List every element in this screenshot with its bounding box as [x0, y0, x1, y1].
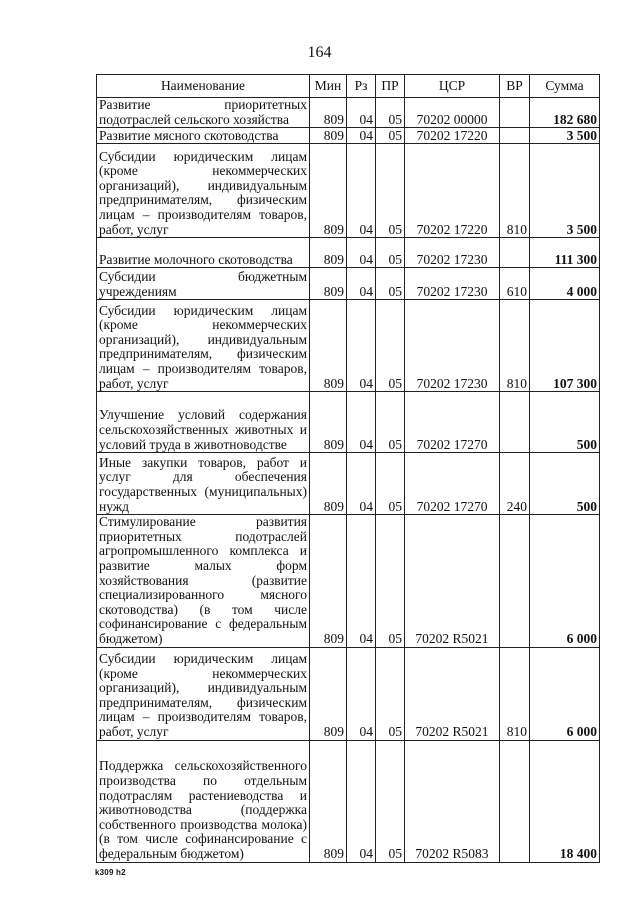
row-pr: 05 [376, 300, 405, 392]
row-sum: 500 [530, 392, 600, 453]
header-min: Мин [310, 75, 347, 98]
row-vr: 810 [500, 144, 530, 238]
header-pr: ПР [376, 75, 405, 98]
row-sum: 500 [530, 453, 600, 515]
row-pr: 05 [376, 128, 405, 144]
table-row [97, 647, 600, 740]
row-min: 809 [310, 238, 347, 268]
row-csr: 70202 R5083 [405, 740, 500, 862]
row-vr [500, 740, 530, 862]
row-vr [500, 98, 530, 128]
row-min: 809 [310, 740, 347, 862]
row-csr: 70202 R5021 [405, 647, 500, 740]
row-sum: 4 000 [530, 268, 600, 300]
row-name: Субсидии юридическим лицам (кроме некоммерческих организаций), индивидуальным предпринимателям, физическим лицам – производителям товаров, работ, услуг [97, 300, 310, 392]
row-vr [500, 392, 530, 453]
table-row [97, 128, 600, 144]
row-vr [500, 515, 530, 647]
row-sum: 111 300 [530, 238, 600, 268]
row-min: 809 [310, 144, 347, 238]
document-code: k309 h2 [95, 868, 126, 877]
row-vr [500, 238, 530, 268]
table-row [97, 740, 600, 862]
row-name: Развитие приоритетных подотраслей сельского хозяйства [97, 98, 310, 128]
row-sum: 107 300 [530, 300, 600, 392]
row-csr: 70202 17230 [405, 268, 500, 300]
row-csr: 70202 17270 [405, 453, 500, 515]
table-header-row [97, 75, 600, 98]
row-min: 809 [310, 268, 347, 300]
row-sum: 6 000 [530, 647, 600, 740]
table-row [97, 144, 600, 238]
table-row [97, 392, 600, 453]
row-min: 809 [310, 647, 347, 740]
row-rz: 04 [347, 300, 376, 392]
header-csr: ЦСР [405, 75, 500, 98]
row-pr: 05 [376, 268, 405, 300]
row-rz: 04 [347, 128, 376, 144]
table-row [97, 98, 600, 128]
row-csr: 70202 R5021 [405, 515, 500, 647]
row-rz: 04 [347, 647, 376, 740]
table-row [97, 453, 600, 515]
row-pr: 05 [376, 238, 405, 268]
row-vr [500, 128, 530, 144]
row-vr: 610 [500, 268, 530, 300]
row-rz: 04 [347, 268, 376, 300]
row-rz: 04 [347, 238, 376, 268]
row-pr: 05 [376, 453, 405, 515]
row-sum: 3 500 [530, 128, 600, 144]
row-pr: 05 [376, 98, 405, 128]
row-sum: 6 000 [530, 515, 600, 647]
row-csr: 70202 17220 [405, 128, 500, 144]
row-name: Развитие мясного скотоводства [97, 128, 310, 144]
row-name: Стимулирование развития приоритетных подотраслей агропромышленного комплекса и развитие малых форм хозяйствования (развитие специализированного мясного скотоводства) (в том числе софинансирование с федеральным бюджетом) [97, 515, 310, 647]
row-sum: 18 400 [530, 740, 600, 862]
row-rz: 04 [347, 392, 376, 453]
header-sum: Сумма [530, 75, 600, 98]
row-vr: 810 [500, 647, 530, 740]
row-min: 809 [310, 128, 347, 144]
row-pr: 05 [376, 144, 405, 238]
row-csr: 70202 17230 [405, 238, 500, 268]
budget-table [96, 74, 600, 863]
row-pr: 05 [376, 740, 405, 862]
row-csr: 70202 17220 [405, 144, 500, 238]
page-number: 164 [307, 44, 332, 61]
row-name: Поддержка сельскохозяйственного производства по отдельным подотраслям растениеводства и животноводства (поддержка собственного производства молока) (в том числе софинансирование с федеральным бюджетом) [97, 740, 310, 862]
row-csr: 70202 17230 [405, 300, 500, 392]
row-name: Субсидии юридическим лицам (кроме некоммерческих организаций), индивидуальным предпринимателям, физическим лицам – производителям товаров, работ, услуг [97, 647, 310, 740]
row-sum: 3 500 [530, 144, 600, 238]
row-min: 809 [310, 515, 347, 647]
row-min: 809 [310, 300, 347, 392]
header-rz: Рз [347, 75, 376, 98]
table-row [97, 238, 600, 268]
row-vr: 810 [500, 300, 530, 392]
row-sum: 182 680 [530, 98, 600, 128]
row-rz: 04 [347, 453, 376, 515]
row-pr: 05 [376, 515, 405, 647]
row-min: 809 [310, 98, 347, 128]
row-rz: 04 [347, 740, 376, 862]
row-rz: 04 [347, 98, 376, 128]
header-name: Наименование [97, 75, 310, 98]
table-row [97, 300, 600, 392]
row-rz: 04 [347, 515, 376, 647]
row-pr: 05 [376, 392, 405, 453]
table-row [97, 268, 600, 300]
table-row [97, 515, 600, 647]
row-rz: 04 [347, 144, 376, 238]
row-csr: 70202 00000 [405, 98, 500, 128]
row-vr: 240 [500, 453, 530, 515]
row-name: Развитие молочного скотоводства [97, 238, 310, 268]
row-name: Иные закупки товаров, работ и услуг для обеспечения государственных (муниципальных) нужд [97, 453, 310, 515]
row-csr: 70202 17270 [405, 392, 500, 453]
row-pr: 05 [376, 647, 405, 740]
row-name: Субсидии бюджетным учреждениям [97, 268, 310, 300]
row-min: 809 [310, 392, 347, 453]
header-vr: ВР [500, 75, 530, 98]
row-name: Субсидии юридическим лицам (кроме некоммерческих организаций), индивидуальным предпринимателям, физическим лицам – производителям товаров, работ, услуг [97, 144, 310, 238]
row-name: Улучшение условий содержания сельскохозяйственных животных и условий труда в животноводстве [97, 392, 310, 453]
row-min: 809 [310, 453, 347, 515]
